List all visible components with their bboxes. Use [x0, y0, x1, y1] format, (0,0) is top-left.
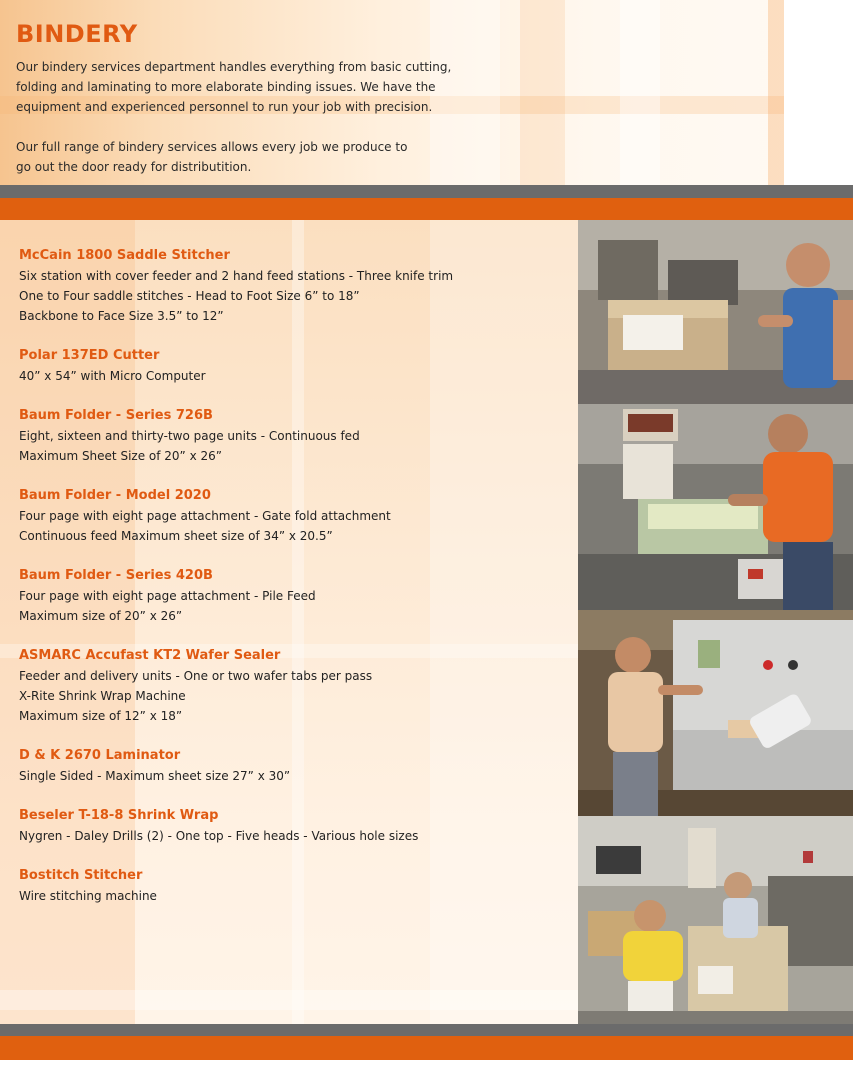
footer-bar-grey	[0, 1024, 853, 1036]
photo-saddle-stitcher	[578, 220, 853, 404]
equipment-spec: Maximum Sheet Size of 20” x 26”	[19, 449, 222, 463]
photo-column	[578, 220, 853, 1024]
equipment-item	[19, 746, 569, 786]
equipment-name: Baum Folder - Series 420B	[19, 568, 213, 583]
equipment-spec: Continuous feed Maximum sheet size of 34” x 20.5”	[19, 529, 333, 543]
equipment-name: D & K 2670 Laminator	[19, 748, 181, 763]
equipment-spec: Six station with cover feeder and 2 hand feed stations - Three knife trim	[19, 269, 454, 283]
decorative-stripe	[520, 0, 565, 185]
equipment-name: Baum Folder - Series 726B	[19, 408, 213, 423]
equipment-name: McCain 1800 Saddle Stitcher	[19, 248, 230, 263]
photo-cutter	[578, 610, 853, 816]
equipment-item	[19, 486, 569, 546]
page-title: BINDERY	[16, 20, 138, 48]
intro-paragraph-1: Our bindery services department handles everything from basic cutting, folding and laminating to more elaborate binding issues. We have the equipment and experienced personnel to run your job with precision.	[16, 60, 452, 114]
equipment-item	[19, 646, 569, 726]
equipment-spec: Single Sided - Maximum sheet size 27” x 30”	[19, 769, 291, 783]
equipment-name: Beseler T-18-8 Shrink Wrap	[19, 808, 219, 823]
equipment-spec: Maximum size of 20” x 26”	[19, 609, 183, 623]
equipment-item	[19, 566, 569, 626]
equipment-name: Polar 137ED Cutter	[19, 348, 160, 363]
equipment-spec: Backbone to Face Size 3.5” to 12”	[19, 309, 224, 323]
equipment-list	[19, 246, 569, 926]
equipment-spec: Wire stitching machine	[19, 889, 157, 903]
equipment-spec: Nygren - Daley Drills (2) - One top - Five heads - Various hole sizes	[19, 829, 419, 843]
decorative-stripe	[620, 0, 660, 185]
decorative-stripe	[768, 0, 784, 185]
equipment-spec: Four page with eight page attachment - Gate fold attachment	[19, 509, 391, 523]
equipment-item	[19, 346, 569, 386]
equipment-name: Baum Folder - Model 2020	[19, 488, 211, 503]
equipment-name: ASMARC Accufast KT2 Wafer Sealer	[19, 648, 281, 663]
photo-bindery-floor	[578, 816, 853, 1024]
equipment-spec: X-Rite Shrink Wrap Machine	[19, 689, 186, 703]
decorative-stripe	[0, 990, 578, 1010]
decorative-stripe	[784, 0, 853, 185]
equipment-spec: Eight, sixteen and thirty-two page units - Continuous fed	[19, 429, 360, 443]
equipment-item	[19, 866, 569, 906]
equipment-item	[19, 406, 569, 466]
footer-bar-orange	[0, 1036, 853, 1060]
equipment-name: Bostitch Stitcher	[19, 868, 143, 883]
equipment-item	[19, 246, 569, 326]
divider-bar-grey	[0, 185, 853, 198]
divider-bar-orange	[0, 198, 853, 220]
equipment-item	[19, 806, 569, 846]
equipment-spec: Feeder and delivery units - One or two wafer tabs per pass	[19, 669, 373, 683]
intro-paragraph-2: Our full range of bindery services allows every job we produce to go out the door ready for distributition.	[16, 140, 408, 174]
header-band	[0, 0, 853, 185]
equipment-spec: 40” x 54” with Micro Computer	[19, 369, 206, 383]
photo-folder-operator	[578, 404, 853, 610]
equipment-spec: Four page with eight page attachment - Pile Feed	[19, 589, 316, 603]
equipment-spec: One to Four saddle stitches - Head to Foot Size 6” to 18”	[19, 289, 360, 303]
equipment-spec: Maximum size of 12” x 18”	[19, 709, 183, 723]
